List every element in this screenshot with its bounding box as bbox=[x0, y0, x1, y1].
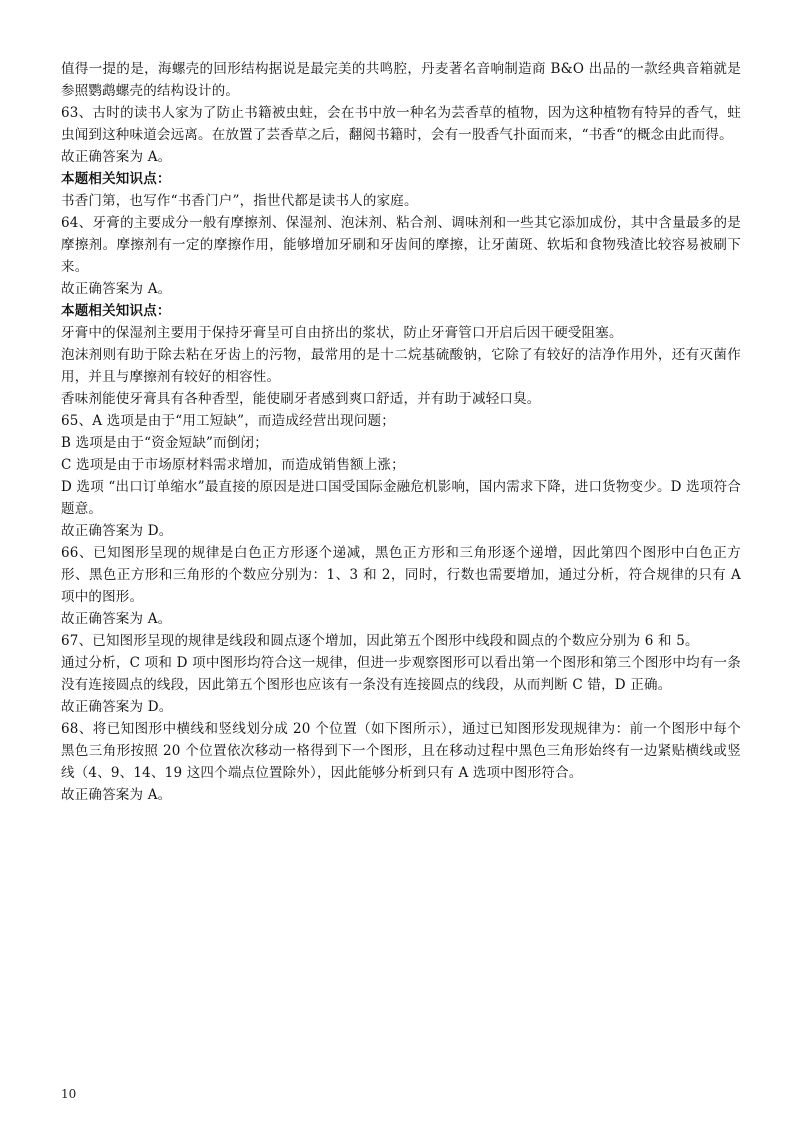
answer-line: 故正确答案为 D。 bbox=[61, 523, 173, 539]
answer-line: 故正确答案为 A。 bbox=[61, 787, 172, 803]
paragraph: 66、已知图形呈现的规律是白色正方形逐个递减，黑色正方形和三角形逐个递增，因此第四个图形中白色正方形、黑色正方形和三角形的个数应分别为：1、3 和 2，同时，行数也需要增加，通过分析，符合规律的只有 A 项中的图形。 bbox=[61, 545, 741, 605]
paragraph: 泡沫剂则有助于除去粘在牙齿上的污物，最常用的是十二烷基硫酸钠，它除了有较好的洁净作用外，还有灭菌作用，并且与摩擦剂有较好的相容性。 bbox=[61, 347, 741, 385]
paragraph: 牙膏中的保湿剂主要用于保持牙膏呈可自由挤出的浆状，防止牙膏管口开启后因干硬受阻塞。 bbox=[61, 325, 623, 341]
paragraph: 64、牙膏的主要成分一般有摩擦剂、保湿剂、泡沫剂、粘合剂、调味剂和一些其它添加成份，其中含量最多的是摩擦剂。摩擦剂有一定的摩擦作用，能够增加牙刷和牙齿间的摩擦，让牙菌斑、软垢和食物残渣比较容易被刷下来。 bbox=[61, 215, 741, 275]
paragraph: 书香门第，也写作“书香门户”，指世代都是读书人的家庭。 bbox=[61, 193, 418, 209]
paragraph: D 选项 “出口订单缩水”最直接的原因是进口国受国际金融危机影响，国内需求下降，进口货物变少。D 选项符合题意。 bbox=[61, 479, 741, 517]
paragraph: 值得一提的是，海螺壳的回形结构据说是最完美的共鸣腔，丹麦著名音响制造商 B&O 出品的一款经典音箱就是参照鹦鹉螺壳的结构设计的。 bbox=[61, 61, 741, 99]
section-heading: 本题相关知识点： bbox=[61, 171, 171, 187]
paragraph: 63、古时的读书人家为了防止书籍被虫蛀，会在书中放一种名为芸香草的植物，因为这种植物有特异的香气，蛀虫闻到这种味道会远离。在放置了芸香草之后，翻阅书籍时，会有一股香气扑面而来，“书香“的概念由此而得。 bbox=[61, 105, 741, 143]
paragraph: B 选项是由于“资金短缺”而倒闭； bbox=[61, 435, 268, 451]
paragraph: 68、将已知图形中横线和竖线划分成 20 个位置（如下图所示），通过已知图形发现规律为：前一个图形中每个黑色三角形按照 20 个位置依次移动一格得到下一个图形，且在移动过程中黑色三角形始终有一边紧贴横线或竖线（4、9、14、19 这四个端点位置除外），因此能够分析到只有 A 选项中图形符合。 bbox=[61, 721, 741, 781]
paragraph: 通过分析，C 项和 D 项中图形均符合这一规律，但进一步观察图形可以看出第一个图形和第三个图形中均有一条没有连接圆点的线段，因此第五个图形也应该有一条没有连接圆点的线段，从而判断 C 错，D 正确。 bbox=[61, 655, 741, 693]
answer-line: 故正确答案为 A。 bbox=[61, 149, 172, 165]
page-number: 10 bbox=[61, 1087, 77, 1101]
answer-line: 故正确答案为 A。 bbox=[61, 611, 172, 627]
page-body bbox=[61, 58, 741, 806]
section-heading: 本题相关知识点： bbox=[61, 303, 171, 319]
paragraph: 65、A 选项是由于“用工短缺”，而造成经营出现问题； bbox=[61, 413, 395, 429]
paragraph: 67、已知图形呈现的规律是线段和圆点逐个增加，因此第五个图形中线段和圆点的个数应分别为 6 和 5。 bbox=[61, 633, 699, 649]
paragraph: 香味剂能使牙膏具有各种香型，能使刷牙者感到爽口舒适，并有助于减轻口臭。 bbox=[61, 391, 541, 407]
answer-line: 故正确答案为 A。 bbox=[61, 281, 172, 297]
answer-line: 故正确答案为 D。 bbox=[61, 699, 173, 715]
paragraph: C 选项是由于市场原材料需求增加，而造成销售额上涨； bbox=[61, 457, 405, 473]
